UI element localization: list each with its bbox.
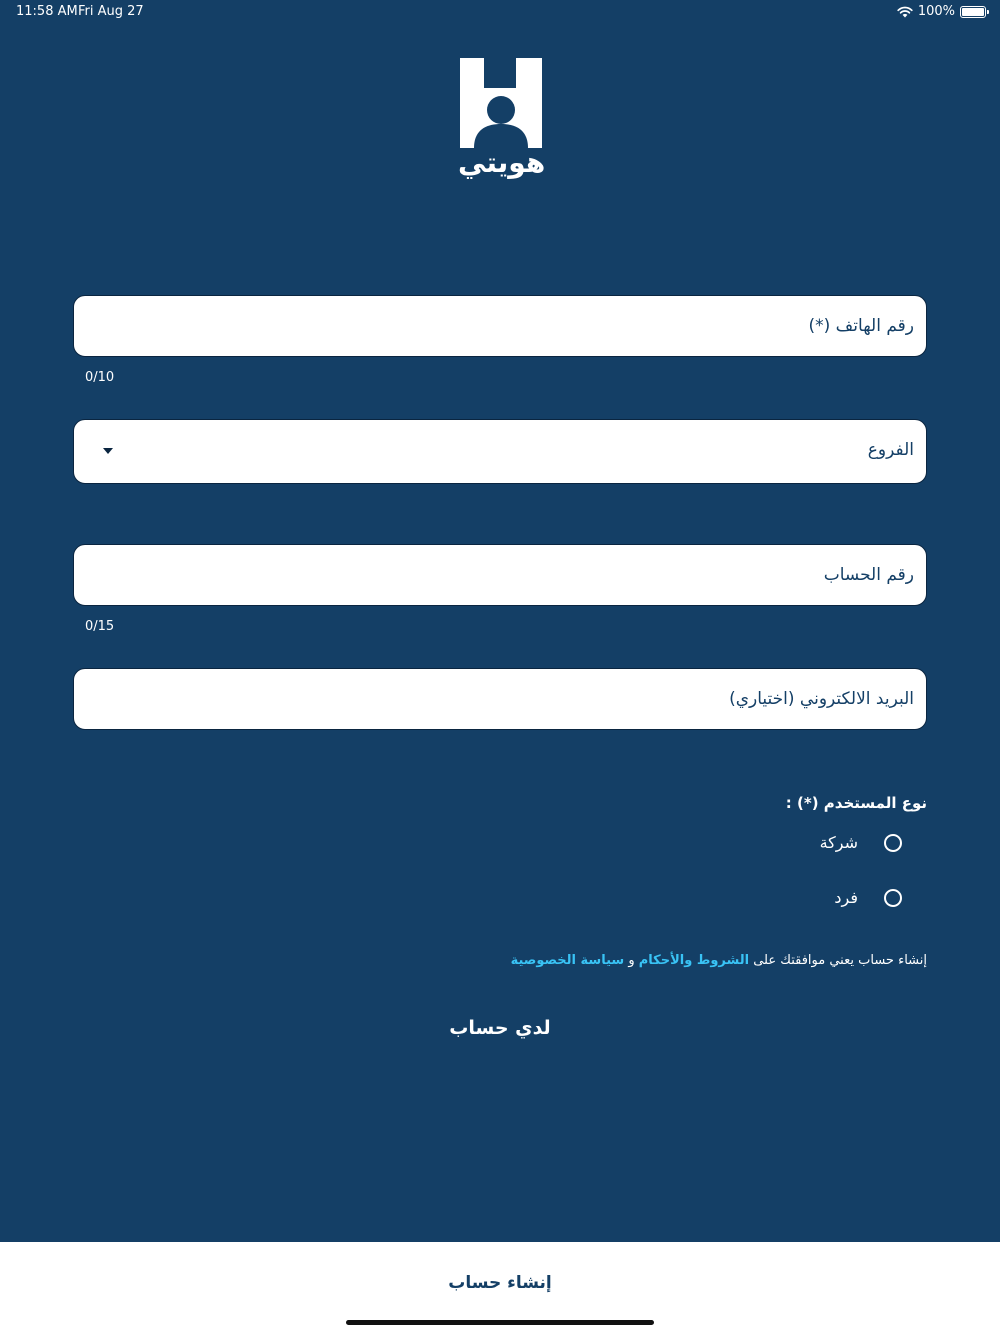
radio-circle-icon[interactable] bbox=[884, 889, 902, 907]
status-bar bbox=[0, 0, 1000, 24]
logo-text: هويتي bbox=[458, 146, 546, 179]
create-account-button[interactable]: إنشاء حساب bbox=[0, 1242, 1000, 1334]
terms-prefix: إنشاء حساب يعني موافقتك على bbox=[753, 953, 927, 968]
terms-link[interactable]: الشروط والأحكام bbox=[638, 953, 750, 968]
radio-option-company[interactable] bbox=[820, 833, 902, 852]
phone-field[interactable] bbox=[73, 295, 927, 357]
status-time: 11:58 AM bbox=[16, 4, 78, 19]
email-field[interactable] bbox=[73, 668, 927, 730]
radio-circle-icon[interactable] bbox=[884, 834, 902, 852]
caret-down-icon bbox=[103, 448, 113, 454]
radio-option-individual[interactable] bbox=[834, 888, 902, 907]
phone-input[interactable] bbox=[74, 316, 914, 336]
radio-label-company: شركة bbox=[819, 833, 858, 852]
battery-icon bbox=[960, 6, 986, 18]
bottom-bar bbox=[0, 1242, 1000, 1334]
account-number-input[interactable] bbox=[74, 565, 914, 585]
person-silhouette-icon bbox=[458, 58, 544, 150]
terms-conjunction: و bbox=[628, 953, 635, 968]
account-counter: 0/15 bbox=[85, 619, 115, 634]
battery-percent: 100% bbox=[917, 4, 955, 19]
email-input[interactable] bbox=[74, 689, 914, 709]
branch-dropdown[interactable] bbox=[73, 419, 927, 484]
home-indicator bbox=[346, 1320, 654, 1325]
app-logo bbox=[458, 58, 544, 182]
phone-counter: 0/10 bbox=[85, 370, 115, 385]
terms-text bbox=[511, 953, 927, 968]
status-indicators bbox=[897, 4, 986, 19]
privacy-link[interactable]: سياسة الخصوصية bbox=[510, 953, 625, 968]
branch-label: الفروع bbox=[867, 440, 914, 460]
status-date: Fri Aug 27 bbox=[78, 4, 144, 19]
account-number-field[interactable] bbox=[73, 544, 927, 606]
wifi-icon bbox=[897, 6, 913, 18]
user-type-label: نوع المستخدم (*) : bbox=[785, 794, 927, 812]
radio-label-individual: فرد bbox=[834, 888, 858, 907]
have-account-link[interactable]: لدي حساب bbox=[449, 1017, 551, 1039]
